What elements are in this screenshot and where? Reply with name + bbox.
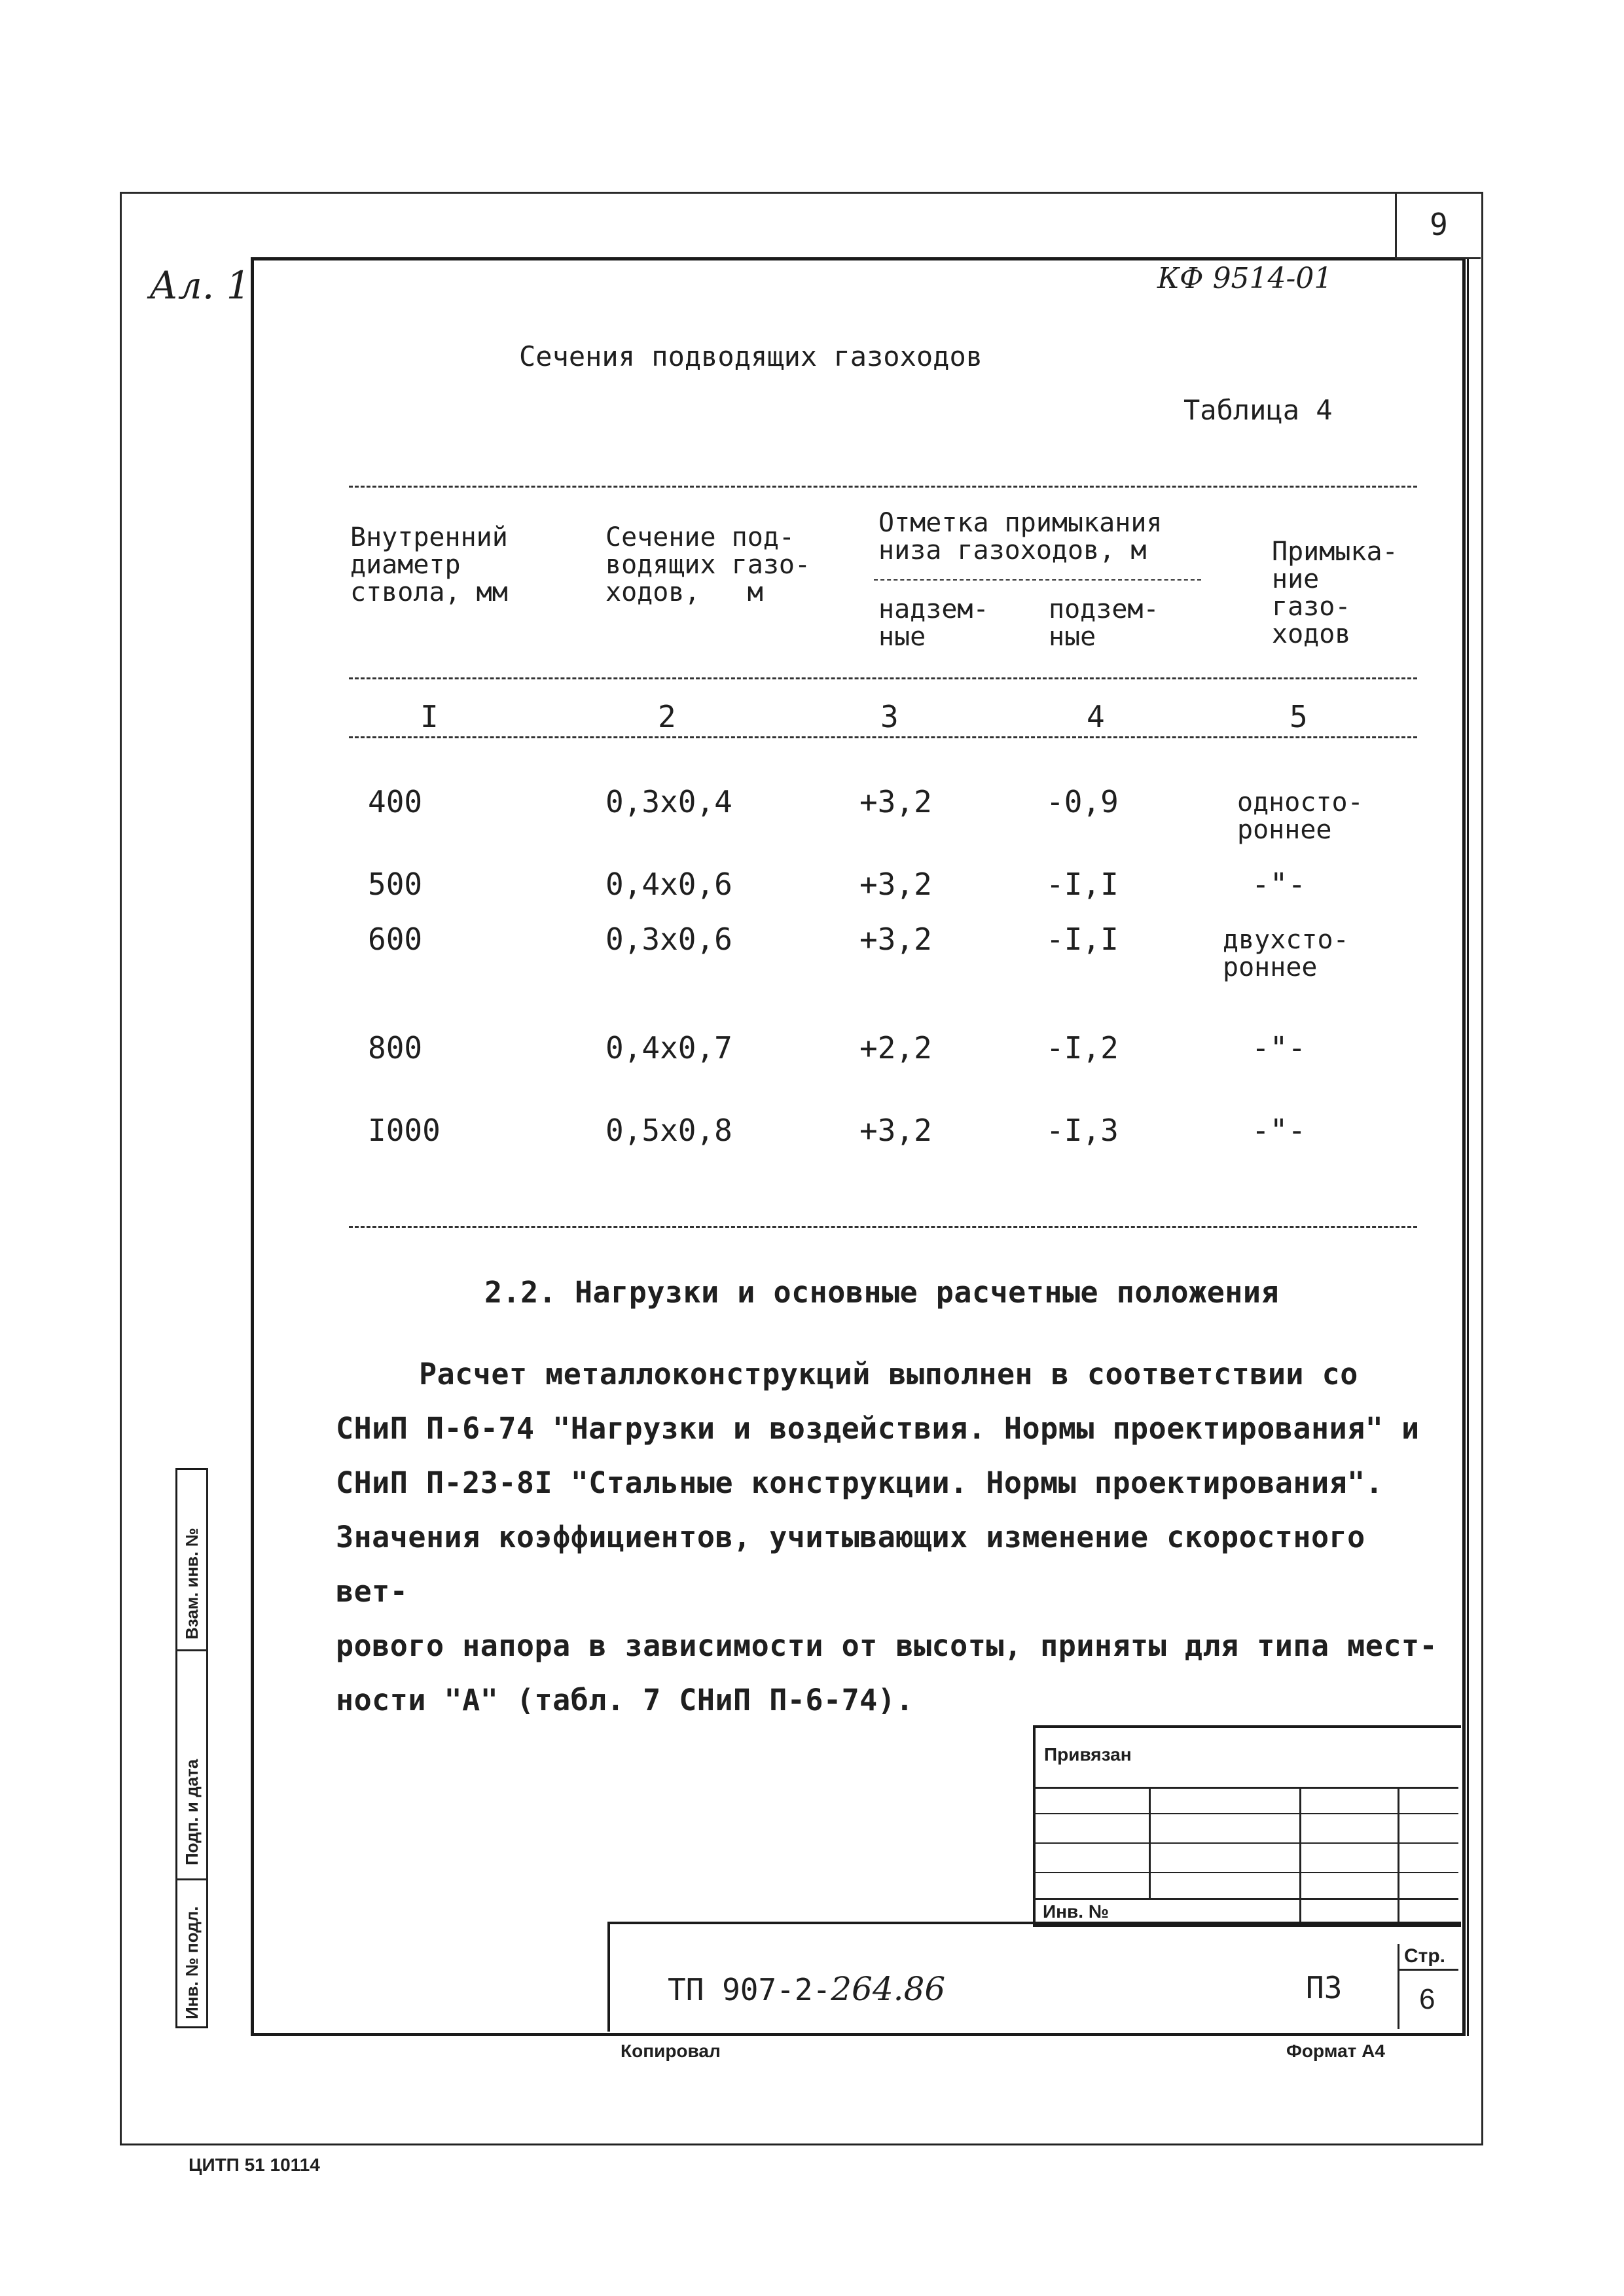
header-connection: Примыка- ние газо- ходов [1272, 537, 1398, 649]
table-cell: 0,4х0,7 [605, 1030, 732, 1066]
header-group: Отметка примыкания низа газоходов, м [878, 508, 1163, 565]
table-label: Таблица 4 [1183, 394, 1333, 426]
sheet-mark: Ал. 1 [149, 263, 251, 308]
section-code: ПЗ [1306, 1970, 1343, 2005]
table-cell: 0,5х0,8 [605, 1113, 732, 1148]
sidebar-label-replace: Взам. инв. № [182, 1528, 202, 1640]
table-cell-type: двухсто- роннее [1223, 925, 1349, 982]
cipher-label: ЦИТП 51 10114 [189, 2155, 320, 2175]
header-below-ground: подзем- ные [1049, 594, 1159, 652]
sheet-page-number: 6 [1419, 1983, 1435, 2015]
table-cell: 500 [368, 867, 423, 902]
table-cell: +3,2 [859, 1113, 932, 1148]
stamp-inv-label: Инв. № [1043, 1901, 1110, 1922]
stamp-line [1398, 1789, 1399, 1922]
title-block-divider [1398, 1944, 1399, 2029]
table-cell: 0,3х0,4 [605, 784, 732, 819]
table-cell-type: -"- [1252, 1113, 1307, 1148]
paragraph-line: Значения коэффициентов, учитывающих изменение скоростного вет- [336, 1520, 1365, 1609]
table-cell: 0,4х0,6 [605, 867, 732, 902]
paragraph-line: Расчет металлоконструкций выполнен в соответствии со [419, 1357, 1358, 1391]
sidebar-edge [206, 1468, 208, 2026]
table-cell-type: -"- [1252, 1030, 1307, 1066]
table-cell: 600 [368, 922, 423, 957]
header-diameter: Внутренний диаметр ствола, мм [350, 522, 508, 607]
stamp-line [1033, 1898, 1458, 1900]
header-section: Сечение под- водящих газо- ходов, м [605, 522, 811, 607]
table-cell: I000 [368, 1113, 441, 1148]
table-cell: 400 [368, 784, 423, 819]
table-top-rule [349, 486, 1417, 488]
sidebar-divider [175, 1649, 206, 1651]
group-subrule [874, 579, 1201, 581]
table-cell: +3,2 [859, 867, 932, 902]
stamp-line [1033, 1872, 1458, 1873]
table-cell-type: -"- [1252, 867, 1307, 902]
col-number-4: 4 [1087, 699, 1105, 734]
paragraph-line: СНиП П-6-74 "Нагрузки и воздействия. Нормы проектирования" и [336, 1411, 1420, 1446]
sidebar-label-signature: Подп. и дата [182, 1759, 202, 1865]
paragraph-line: рового напора в зависимости от высоты, приняты для типа мест- [336, 1628, 1438, 1663]
table-header-rule [349, 677, 1417, 679]
table-cell: -0,9 [1046, 784, 1119, 819]
copied-label: Копировал [621, 2041, 721, 2061]
table-cell: -I,I [1046, 867, 1119, 902]
header-above-ground: надзем- ные [878, 594, 989, 652]
stamp-line [1033, 1842, 1458, 1844]
col-number-2: 2 [658, 699, 676, 734]
table-cell-type: односто- роннее [1237, 787, 1363, 845]
paragraph-line: СНиП П-23-8I "Стальные конструкции. Нормы проектирования". [336, 1465, 1384, 1500]
table-cell: -I,3 [1046, 1113, 1119, 1148]
sidebar-label-inventory: Инв. № подл. [182, 1906, 202, 2019]
table-caption: Сечения подводящих газоходов [519, 340, 983, 372]
table-cell: 800 [368, 1030, 423, 1066]
stamp-line [1149, 1789, 1151, 1900]
table-number-rule [349, 736, 1417, 738]
col-number-1: I [420, 699, 439, 734]
table-cell: +3,2 [859, 784, 932, 819]
format-label: Формат А4 [1286, 2041, 1385, 2061]
paragraph-line: ности "А" (табл. 7 СНиП П-6-74). [336, 1683, 914, 1717]
body-paragraph [336, 1347, 1449, 1727]
stamp-line [1033, 1787, 1458, 1789]
stamp-line [1033, 1813, 1458, 1814]
title-block-divider [1398, 1969, 1458, 1971]
page-label: Стр. [1404, 1945, 1446, 1967]
project-code: ТП 907-2-264.86 [668, 1970, 946, 2008]
page-number: 9 [1430, 207, 1448, 242]
table-cell: -I,2 [1046, 1030, 1119, 1066]
table-cell: -I,I [1046, 922, 1119, 957]
table-cell: +3,2 [859, 922, 932, 957]
doc-code: КФ 9514-01 [1157, 262, 1333, 295]
bottom-frame-line [120, 2144, 1481, 2145]
page-number-box [1395, 192, 1481, 259]
section-heading: 2.2. Нагрузки и основные расчетные положения [484, 1275, 1280, 1310]
table-bottom-rule [349, 1226, 1417, 1228]
col-number-5: 5 [1290, 699, 1308, 734]
sidebar-divider [175, 1878, 206, 1880]
table-cell: 0,3х0,6 [605, 922, 732, 957]
stamp-bound-label: Привязан [1044, 1744, 1132, 1765]
col-number-3: 3 [880, 699, 899, 734]
stamp-line [1299, 1789, 1301, 1922]
table-cell: +2,2 [859, 1030, 932, 1066]
